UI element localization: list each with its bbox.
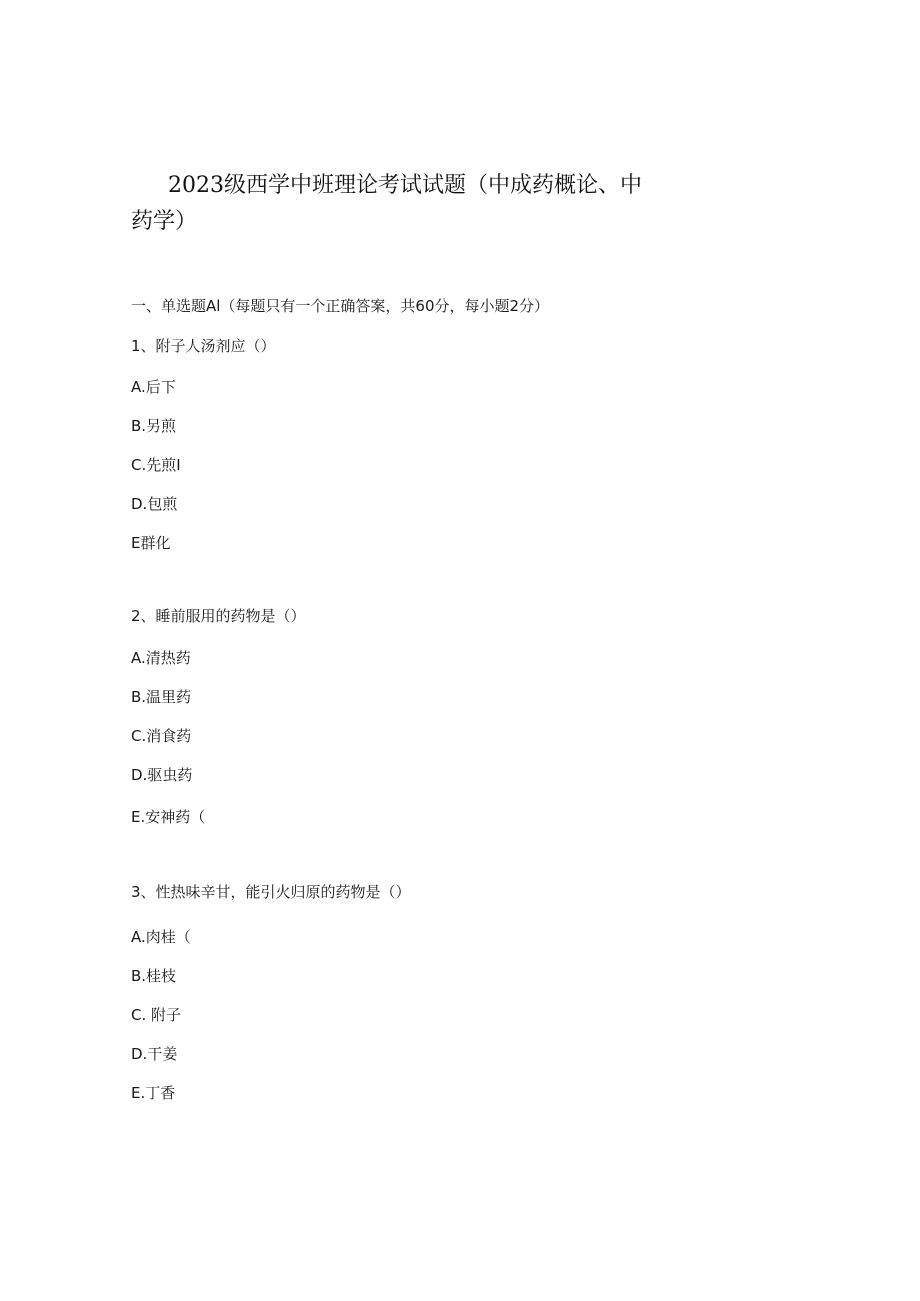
question-3-option-c: C. 附子: [131, 1006, 182, 1024]
question-1-option-c: C.先煎I: [131, 456, 181, 474]
section-heading: 一、单选题Al（每题只有一个正确答案，共60分，每小题2分）: [131, 297, 550, 315]
question-3-option-a: A.肉桂（: [131, 928, 191, 946]
question-2-option-d: D.驱虫药: [131, 766, 193, 784]
question-3-option-d: D.干姜: [131, 1045, 178, 1063]
question-2-option-a: A.清热药: [131, 649, 191, 667]
question-2-option-c: C.消食药: [131, 727, 192, 745]
question-2-option-b: B.温里药: [131, 688, 192, 706]
question-1-option-b: B.另煎: [131, 417, 177, 435]
question-3-option-b: B.桂枝: [131, 967, 177, 985]
document-title: 2023级西学中班理论考试试题（中成药概论、中药学）: [131, 173, 642, 234]
question-1-option-a: A.后下: [131, 378, 176, 396]
question-1-option-e: E群化: [131, 534, 171, 552]
question-3-stem: 3、性热味辛甘，能引火归原的药物是（）: [131, 883, 411, 901]
question-2-stem: 2、睡前服用的药物是（）: [131, 607, 306, 625]
question-2-option-e: E.安神药（: [131, 808, 206, 826]
question-3-option-e: E.丁香: [131, 1084, 176, 1102]
question-1-stem: 1、附子人汤剂应（）: [131, 337, 276, 355]
question-1-option-d: D.包煎: [131, 495, 178, 513]
